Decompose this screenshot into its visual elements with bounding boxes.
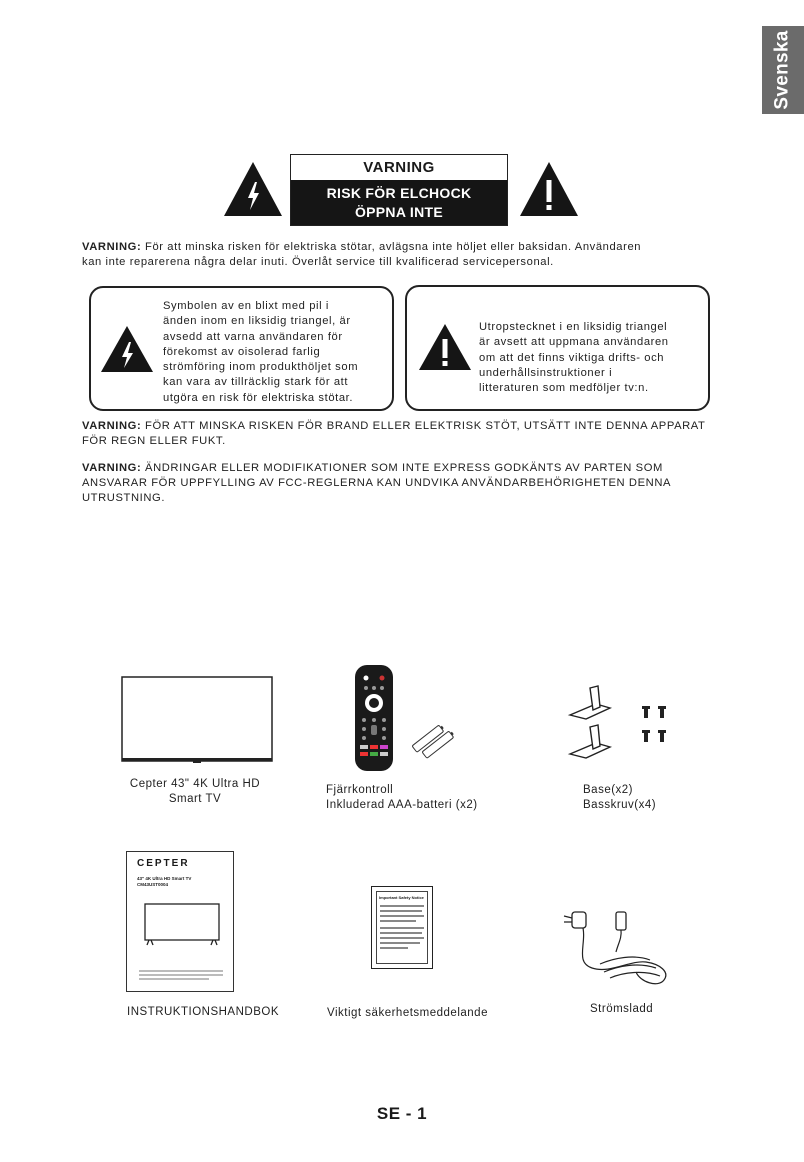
exclamation-info-line: Utropstecknet i en liksidig triangel [479,321,668,333]
lightning-info-line: avsedd att varna användaren för [163,330,343,343]
warning-label-line2: ÖPPNA INTE [354,203,444,220]
exclamation-info-line: är avsett att uppmana användaren [479,336,669,349]
manual-model [137,876,191,888]
warning-label [290,154,508,226]
exclamation-info-line: litteraturen som medföljer tv:n. [479,382,649,395]
plug-icon [572,912,586,928]
lightning-info-text [163,299,395,406]
lightning-info-line: förekomst av oisolerad farlig [163,345,321,358]
safety-card-title: Important Safety Notice [379,895,424,900]
exclamation-triangle-icon [417,322,473,372]
base-caption-line2: Basskruv(x4) [583,799,657,811]
lightning-info-line: änden inom en liksidig triangel, är [163,315,351,328]
warning-1-lead: VARNING: [82,241,142,253]
lightning-info-line: Symbolen av en blixt med pil i [163,300,329,312]
exclamation-info-line: underhållsinstruktioner i [479,366,613,379]
connector-icon [616,912,626,930]
language-tab [762,26,804,114]
lightning-info-line: strömföring inom produkthöljet som [163,361,359,374]
manual-model-line2: CM43UST0004 [137,882,169,887]
warning-3-line1: ÄNDRINGAR ELLER MODIFIKATIONER SOM INTE EXPRESS GODKÄNTS AV PARTEN SOM [141,462,663,474]
remote-caption [326,783,526,813]
warning-label-title: VARNING [363,159,435,176]
cord-caption: Strömsladd [590,1003,654,1015]
warning-2 [82,419,782,449]
manual-brand: CEPTER [137,858,190,869]
remote-caption-line1: Fjärrkontroll [326,784,394,796]
exclamation-info-box [405,285,710,411]
power-cord-illustration [560,902,678,992]
manual-tv-icon [143,902,223,948]
lightning-triangle-icon [222,160,284,218]
warning-3 [82,461,782,506]
page-number: SE - 1 [376,1104,428,1123]
exclamation-info-line: om att det finns viktiga drifts- och [479,351,665,364]
safety-caption: Viktigt säkerhetsmeddelande [327,1007,488,1019]
safety-notice-illustration [371,886,433,969]
warning-label-line1: RISK FÖR ELCHOCK [326,184,472,201]
manual-caption: INSTRUKTIONSHANDBOK [127,1006,279,1018]
tv-caption-line1: Cepter 43" 4K Ultra HD [129,778,261,790]
tv-caption [120,777,270,807]
warning-2-line1: FÖR ATT MINSKA RISKEN FÖR BRAND ELLER ELEKTRISK STÖT, UTSÄTT INTE DENNA APPARAT [141,420,706,432]
language-tab-label: Svenska [772,30,793,110]
warning-3-line2: ANSVARAR FÖR UPPFYLLING AV FCC-REGLERNA KAN UNDVIKA ANVÄNDARBEHÖRIGHETEN DENNA [82,477,672,489]
warning-1-line1: För att minska risken för elektriska stötar, avlägsna inte höljet eller baksidan. Användaren [141,241,642,253]
base-stand-illustration [566,682,674,762]
exclamation-info-text [479,320,711,396]
lightning-triangle-icon [99,324,155,374]
warning-2-lead: VARNING: [82,420,142,432]
warning-3-line3: UTRUSTNING. [82,492,166,504]
lightning-info-line: utgöra en risk för elektriska stötar. [163,391,354,404]
remote-caption-line2: Inkluderad AAA-batteri (x2) [326,799,478,811]
warning-2-line2: FÖR REGN ELLER FUKT. [82,435,226,447]
base-caption [583,783,743,813]
lightning-info-line: kan vara av tillräcklig stark för att [163,376,349,389]
manual-illustration [126,851,234,992]
base-caption-line1: Base(x2) [583,784,634,796]
warning-label-body [291,180,507,225]
exclamation-triangle-icon [518,160,580,218]
warning-3-lead: VARNING: [82,462,142,474]
tv-illustration [120,675,276,771]
manual-model-line1: 43" 4K Ultra HD Smart TV [137,876,192,881]
remote-control-illustration [350,662,460,774]
tv-caption-line2: Smart TV [168,793,222,805]
lightning-info-box [89,286,394,411]
warning-1 [82,240,762,270]
warning-1-line2: kan inte reparerena några delar inuti. Överlåt service till kvalificerad servicepersonal. [82,256,554,268]
